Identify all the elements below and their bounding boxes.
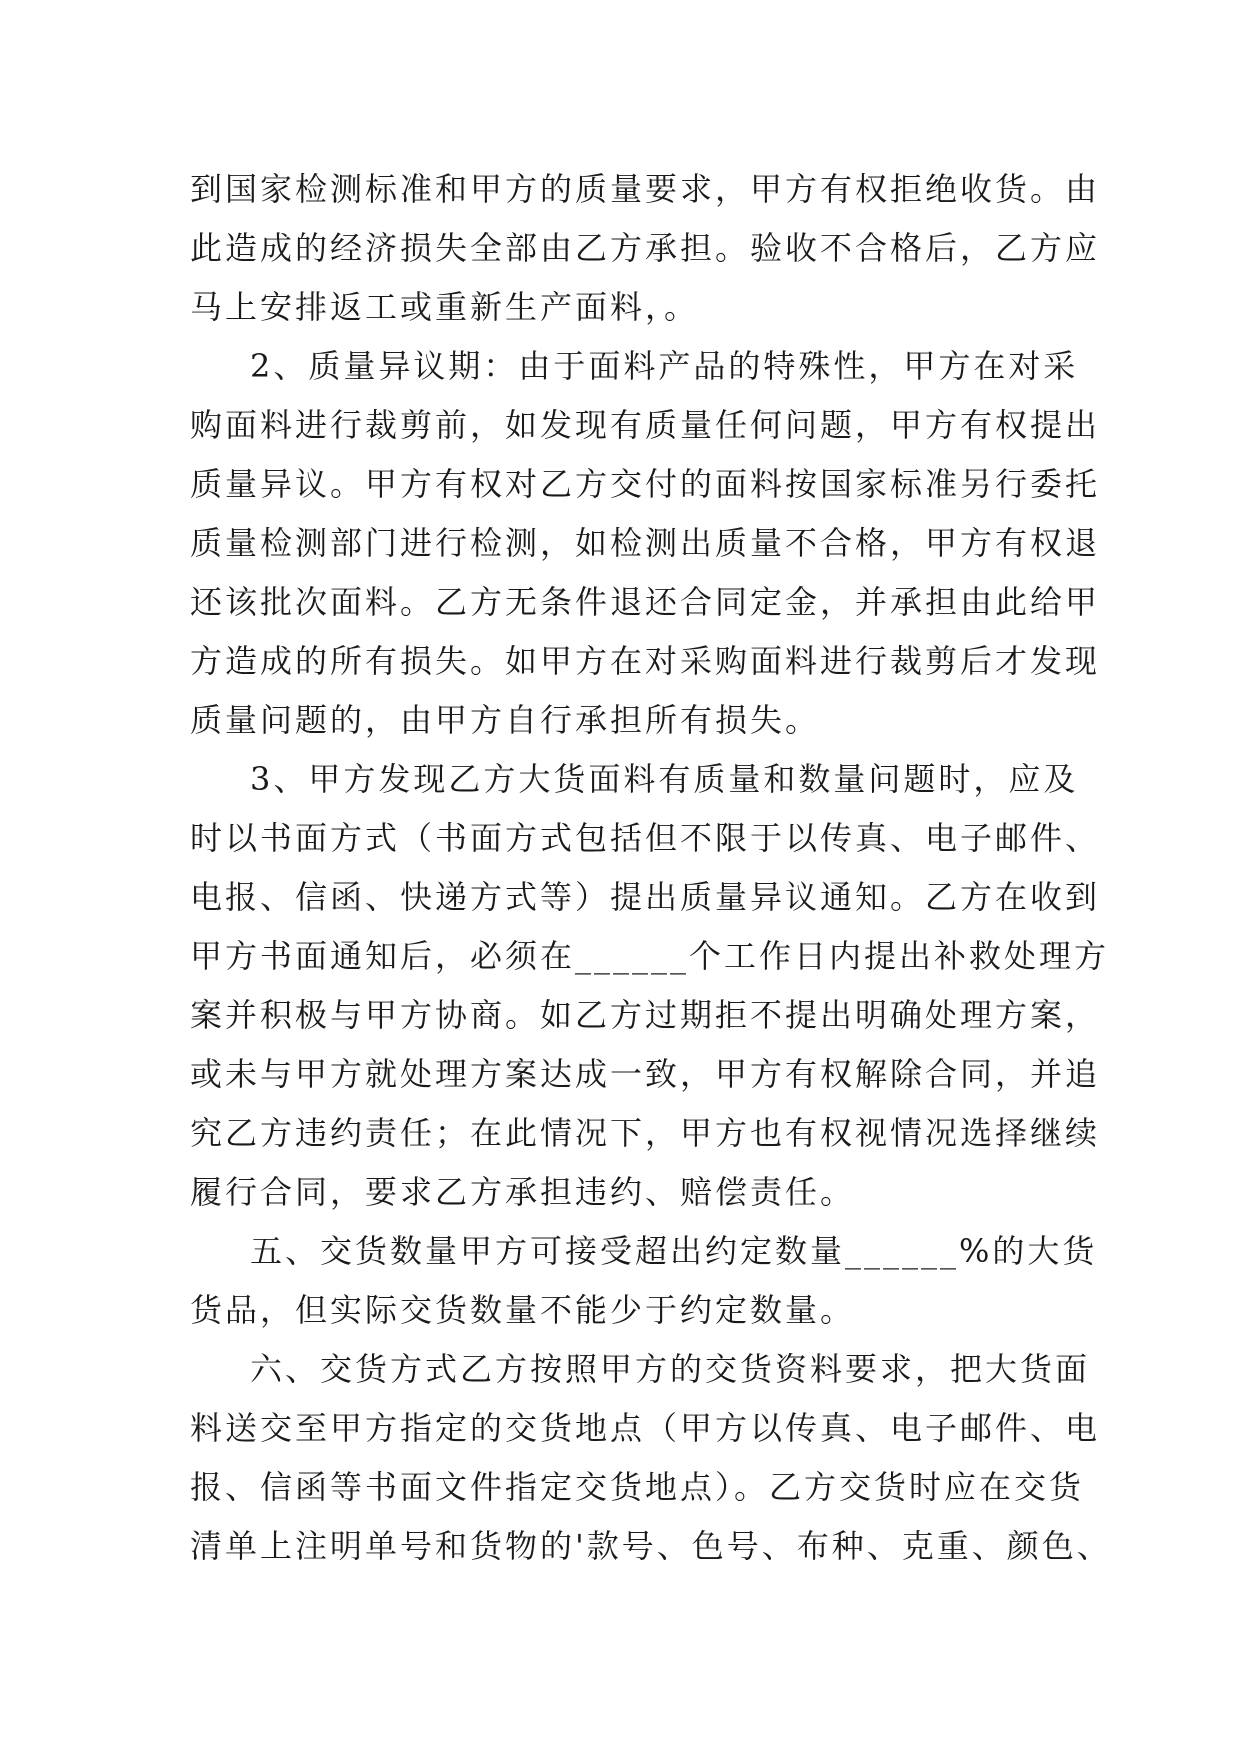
text-line: 2、质量异议期：由于面料产品的特殊性，甲方在对采	[250, 347, 1079, 385]
paragraph-quality-objection-period	[190, 337, 1101, 750]
text-line: 质量检测部门进行检测，如检测出质量不合格，甲方有权退	[190, 524, 1101, 562]
text-line: 电报、信函、快递方式等）提出质量异议通知。乙方在收到	[190, 878, 1101, 916]
text-line: 料送交至甲方指定的交货地点（甲方以传真、电子邮件、电	[190, 1409, 1101, 1447]
text-line: 五、交货数量甲方可接受超出约定数量______%的大货	[250, 1232, 1098, 1270]
paragraph-continuation	[190, 160, 1101, 337]
text-line: 清单上注明单号和货物的'款号、色号、布种、克重、颜色、	[190, 1527, 1112, 1565]
paragraph-delivery-method	[190, 1340, 1112, 1576]
text-line: 3、甲方发现乙方大货面料有质量和数量问题时，应及	[250, 760, 1079, 798]
text-line: 时以书面方式（书面方式包括但不限于以传真、电子邮件、	[190, 819, 1101, 857]
text-line: 质量问题的，由甲方自行承担所有损失。	[190, 701, 821, 739]
text-line: 马上安排返工或重新生产面料，。	[190, 288, 700, 326]
text-line: 案并积极与甲方协商。如乙方过期拒不提出明确处理方案，	[190, 996, 1101, 1034]
text-line: 履行合同，要求乙方承担违约、赔偿责任。	[190, 1173, 856, 1211]
text-line: 货品，但实际交货数量不能少于约定数量。	[190, 1291, 856, 1329]
text-line: 购面料进行裁剪前，如发现有质量任何问题，甲方有权提出	[190, 406, 1101, 444]
document-body	[190, 160, 1112, 1576]
text-line: 此造成的经济损失全部由乙方承担。验收不合格后，乙方应	[190, 229, 1101, 267]
text-line: 报、信函等书面文件指定交货地点）。乙方交货时应在交货	[190, 1468, 1085, 1506]
text-line: 甲方书面通知后，必须在______个工作日内提出补救处理方	[190, 937, 1110, 975]
text-line: 方造成的所有损失。如甲方在对采购面料进行裁剪后才发现	[190, 642, 1101, 680]
text-line: 质量异议。甲方有权对乙方交付的面料按国家标准另行委托	[190, 465, 1101, 503]
text-line: 到国家检测标准和甲方的质量要求，甲方有权拒绝收货。由	[190, 170, 1101, 208]
paragraph-quality-notice	[190, 750, 1110, 1222]
text-line: 还该批次面料。乙方无条件退还合同定金，并承担由此给甲	[190, 583, 1101, 621]
text-line: 六、交货方式乙方按照甲方的交货资料要求，把大货面	[250, 1350, 1091, 1388]
paragraph-delivery-quantity	[190, 1222, 1098, 1340]
text-line: 或未与甲方就处理方案达成一致，甲方有权解除合同，并追	[190, 1055, 1101, 1093]
text-line: 究乙方违约责任；在此情况下，甲方也有权视情况选择继续	[190, 1114, 1101, 1152]
